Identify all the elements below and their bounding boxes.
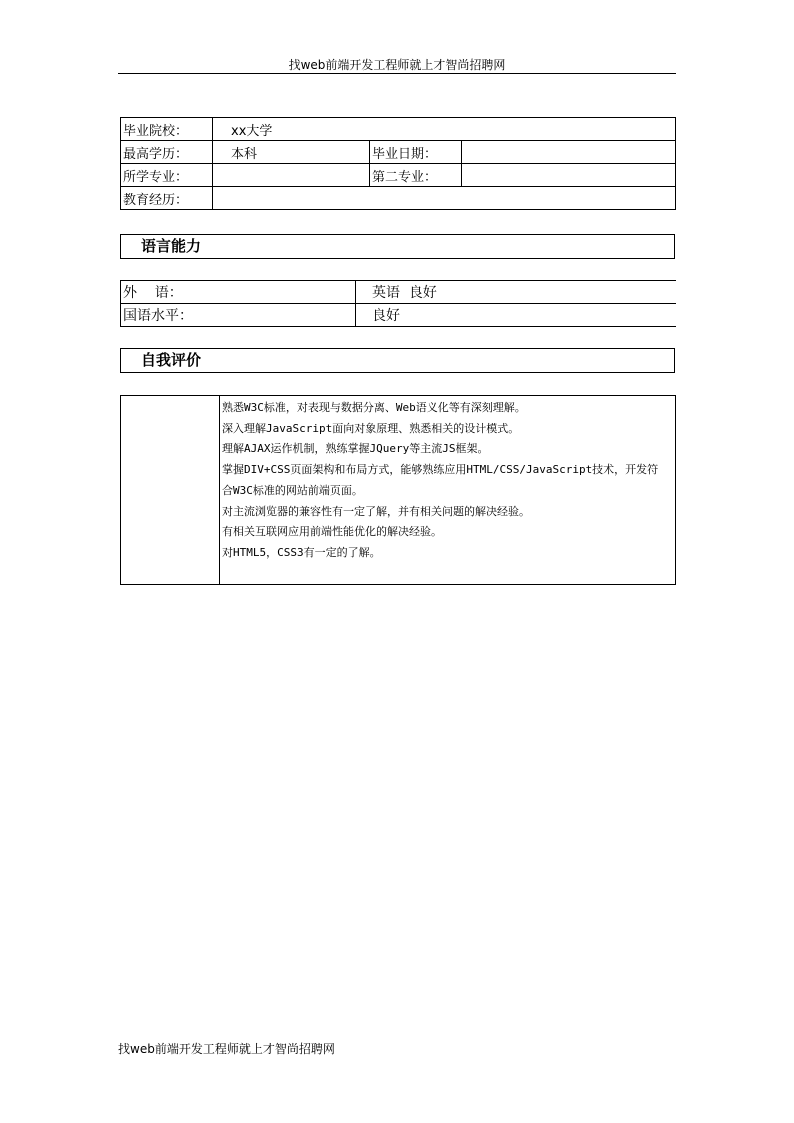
- self-evaluation-line: 有相关互联网应用前端性能优化的解决经验。: [222, 525, 442, 539]
- grad-date-label: 毕业日期：: [370, 141, 462, 164]
- page-footer-text: 找web前端开发工程师就上才智尚招聘网: [118, 1042, 335, 1056]
- school-label: 毕业院校：: [121, 118, 213, 141]
- self-evaluation-line: 熟悉W3C标准，对表现与数据分离、Web语义化等有深刻理解。: [222, 401, 526, 414]
- table-row: [121, 396, 676, 585]
- school-value: xx大学: [213, 118, 676, 141]
- mandarin-label: 国语水平：: [121, 304, 356, 327]
- experience-label: 教育经历：: [121, 187, 213, 210]
- foreign-language-value: 英语 良好: [356, 281, 676, 304]
- table-row: [121, 141, 676, 164]
- self-evaluation-line: 理解AJAX运作机制，熟练掌握JQuery等主流JS框架。: [222, 442, 489, 456]
- language-section-header: [120, 234, 675, 259]
- header-divider: [118, 73, 676, 74]
- self-evaluation-section-title: 自我评价: [141, 351, 202, 369]
- language-table: [120, 280, 676, 327]
- self-evaluation-content: [220, 396, 676, 585]
- self-evaluation-line: 对HTML5，CSS3有一定的了解。: [222, 545, 381, 559]
- table-row: [121, 118, 676, 141]
- second-major-label: 第二专业：: [370, 164, 462, 187]
- self-evaluation-line: 掌握DIV+CSS页面架构和布局方式，能够熟练应用HTML/CSS/JavaScript技术，开发符: [222, 463, 659, 477]
- experience-value: [213, 187, 676, 210]
- page-header-title: 找web前端开发工程师就上才智尚招聘网: [288, 58, 506, 72]
- self-evaluation-line: 合W3C标准的网站前端页面。: [222, 483, 363, 497]
- mandarin-value: 良好: [356, 304, 676, 327]
- education-table: [120, 117, 676, 210]
- major-value: [213, 164, 370, 187]
- table-row: [121, 304, 676, 327]
- degree-value: 本科: [213, 141, 370, 164]
- major-label: 所学专业：: [121, 164, 213, 187]
- self-evaluation-line: 对主流浏览器的兼容性有一定了解，并有相关问题的解决经验。: [222, 504, 530, 518]
- foreign-language-label: 外 语：: [121, 281, 356, 304]
- second-major-value: [462, 164, 676, 187]
- language-section-title: 语言能力: [141, 237, 202, 255]
- grad-date-value: [462, 141, 676, 164]
- self-evaluation-line: 深入理解JavaScript面向对象原理、熟悉相关的设计模式。: [222, 421, 520, 435]
- self-evaluation-label-cell: [121, 396, 220, 585]
- self-evaluation-section-header: [120, 348, 675, 373]
- table-row: [121, 281, 676, 304]
- table-row: [121, 164, 676, 187]
- table-row: [121, 187, 676, 210]
- degree-label: 最高学历：: [121, 141, 213, 164]
- self-evaluation-table: [120, 395, 676, 585]
